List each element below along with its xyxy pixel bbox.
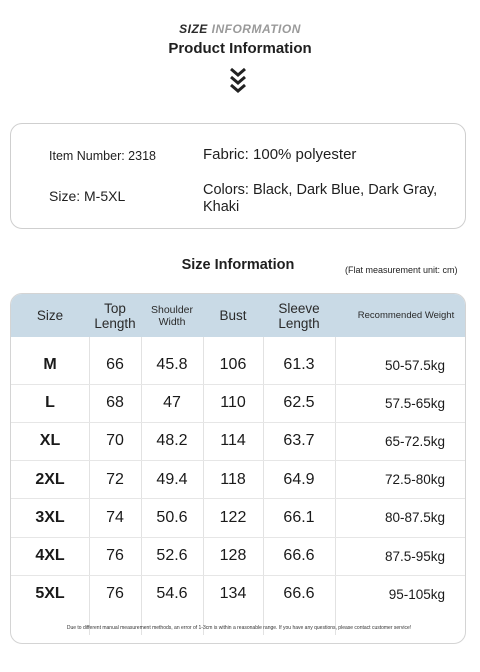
cell-top-length: 76 (106, 547, 124, 564)
cell-recommended-weight: 57.5-65kg (384, 395, 445, 411)
cell-shoulder-width: 54.6 (156, 585, 188, 603)
double-chevron-down-icon (228, 66, 248, 94)
cell-sleeve-length: 64.9 (283, 470, 315, 488)
header-recommended-weight: Recommended Weight (357, 309, 455, 321)
page-title: Product Information (168, 40, 312, 57)
size-table (10, 293, 466, 644)
cell-sleeve-length: 62.5 (283, 394, 315, 412)
header-sleeve-length: Sleeve Length (278, 300, 320, 331)
cell-top-length: 70 (106, 432, 124, 450)
cell-sleeve-length: 66.6 (283, 547, 315, 564)
size-section-title: Size Information (181, 257, 295, 273)
cell-bust: 106 (219, 356, 247, 373)
cell-recommended-weight: 65-72.5kg (384, 433, 445, 449)
cell-size: 2XL (35, 470, 65, 488)
fabric: Fabric: 100% polyester (203, 146, 357, 163)
cell-shoulder-width: 49.4 (156, 470, 188, 488)
cell-size: 3XL (35, 508, 65, 526)
table-row (11, 422, 466, 460)
cell-size: 5XL (35, 585, 65, 603)
cell-top-length: 72 (106, 470, 124, 488)
section-kicker (0, 22, 480, 36)
cell-recommended-weight: 72.5-80kg (384, 472, 445, 488)
kicker-light: INFORMATION (211, 22, 301, 36)
cell-shoulder-width: 48.2 (156, 432, 188, 450)
cell-shoulder-width: 50.6 (156, 508, 188, 526)
cell-top-length: 68 (106, 394, 124, 412)
cell-bust: 114 (220, 432, 246, 450)
cell-top-length: 66 (106, 356, 124, 373)
table-row (11, 575, 466, 613)
cell-bust: 134 (219, 585, 247, 603)
cell-size: M (43, 356, 57, 373)
header-bust: Bust (219, 308, 247, 323)
cell-size: XL (39, 432, 61, 450)
cell-shoulder-width: 52.6 (156, 547, 188, 564)
table-row (11, 499, 466, 537)
cell-recommended-weight: 95-105kg (388, 586, 445, 602)
cell-shoulder-width: 45.8 (156, 356, 188, 373)
cell-bust: 118 (220, 470, 246, 488)
table-row (11, 461, 466, 499)
header-top-length: Top Length (94, 300, 136, 331)
cell-bust: 128 (219, 547, 247, 564)
cell-recommended-weight: 80-87.5kg (384, 510, 445, 526)
table-header (11, 294, 466, 337)
cell-size: L (45, 394, 55, 412)
cell-sleeve-length: 66.6 (283, 585, 315, 603)
product-info-card (10, 123, 466, 229)
cell-sleeve-length: 66.1 (283, 508, 315, 526)
table-row (11, 537, 466, 575)
cell-bust: 122 (219, 508, 247, 526)
table-row (11, 384, 466, 422)
colors: Colors: Black, Dark Blue, Dark Gray, Khaki (203, 182, 438, 215)
header-size: Size (36, 308, 64, 323)
size-range: Size: M-5XL (49, 188, 126, 204)
cell-top-length: 76 (106, 585, 124, 603)
disclaimer: Due to different manual measurement methods, an error of 1-3cm is within a reasonable range. If you have any questions, please contact customer service! (66, 625, 412, 631)
kicker-dark: SIZE (179, 22, 208, 36)
cell-recommended-weight: 50-57.5kg (384, 357, 445, 373)
table-row (11, 346, 466, 384)
cell-size: 4XL (35, 547, 65, 564)
cell-bust: 110 (220, 394, 246, 412)
cell-sleeve-length: 63.7 (283, 432, 315, 450)
item-number: Item Number: 2318 (49, 149, 156, 163)
cell-recommended-weight: 87.5-95kg (384, 548, 445, 564)
cell-sleeve-length: 61.3 (283, 356, 315, 373)
unit-note: (Flat measurement unit: cm) (345, 265, 458, 275)
cell-shoulder-width: 47 (163, 394, 181, 412)
cell-top-length: 74 (106, 508, 124, 526)
header-shoulder-width: Shoulder Width (150, 303, 194, 328)
